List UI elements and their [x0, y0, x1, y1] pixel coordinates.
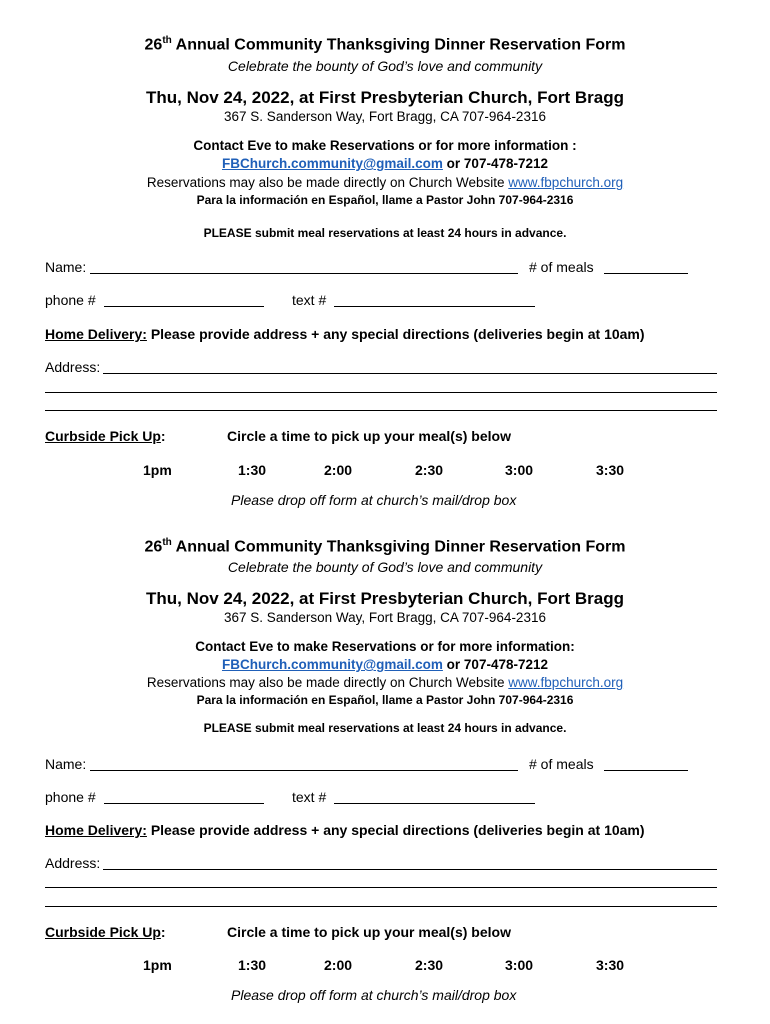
time-option-330[interactable]: 3:30	[596, 957, 625, 973]
form-subtitle: Celebrate the bounty of God’s love and community	[227, 559, 543, 575]
time-option-330[interactable]: 3:30	[596, 462, 625, 478]
text-field[interactable]	[334, 306, 535, 307]
website-link[interactable]: www.fbpchurch.org	[508, 175, 624, 190]
home-delivery-line	[45, 822, 645, 838]
time-option-200[interactable]: 2:00	[324, 462, 353, 478]
phone-field[interactable]	[104, 306, 264, 307]
name-label: Name:	[45, 756, 87, 772]
contact-line: Contact Eve to make Reservations or for more information:	[195, 639, 575, 654]
text-label: text #	[292, 789, 327, 805]
time-option-130[interactable]: 1:30	[238, 957, 267, 973]
email-link[interactable]: FBChurch.community@gmail.com	[221, 657, 443, 672]
phone-label: phone #	[45, 292, 96, 308]
name-field[interactable]	[90, 273, 518, 274]
form-title: 26th Annual Community Thanksgiving Dinner Reservation Form	[144, 537, 626, 556]
home-delivery-label: Home Delivery:	[45, 822, 147, 838]
spanish-line: Para la información en Español, llame a Pastor John 707-964-2316	[196, 693, 574, 707]
website-text: Reservations may also be made directly on Church Website	[146, 675, 509, 690]
time-option-300[interactable]: 3:00	[505, 957, 534, 973]
curbside-line	[45, 428, 166, 444]
curbside-colon: :	[160, 428, 166, 444]
curbside-line	[45, 924, 166, 940]
address-field-1[interactable]	[103, 869, 717, 870]
contact-email-phone	[0, 657, 770, 672]
circle-instruction: Circle a time to pick up your meal(s) below	[227, 428, 511, 444]
name-field[interactable]	[90, 770, 518, 771]
please-notice: PLEASE submit meal reservations at least 24 hours in advance.	[203, 226, 567, 240]
address-label: Address:	[45, 855, 101, 871]
phone-label: phone #	[45, 789, 96, 805]
address-field-1[interactable]	[103, 373, 717, 374]
time-option-230[interactable]: 2:30	[415, 462, 444, 478]
time-option-300[interactable]: 3:00	[505, 462, 534, 478]
church-address: 367 S. Sanderson Way, Fort Bragg, CA 707-964-2316	[224, 109, 546, 124]
address-field-2[interactable]	[45, 392, 717, 393]
website-text: Reservations may also be made directly on Church Website	[146, 175, 509, 190]
text-label: text #	[292, 292, 327, 308]
phone-field[interactable]	[104, 803, 264, 804]
home-delivery-text: Please provide address + any special directions (deliveries begin at 10am)	[146, 822, 645, 838]
curbside-label: Curbside Pick Up	[45, 428, 161, 444]
meals-label: # of meals	[529, 259, 594, 275]
meals-field[interactable]	[604, 273, 688, 274]
reservation-form-2	[0, 497, 770, 1009]
time-option-130[interactable]: 1:30	[238, 462, 267, 478]
please-notice: PLEASE submit meal reservations at least 24 hours in advance.	[203, 721, 567, 735]
event-line: Thu, Nov 24, 2022, at First Presbyterian Church, Fort Bragg	[145, 589, 624, 608]
time-option-230[interactable]: 2:30	[415, 957, 444, 973]
text-field[interactable]	[334, 803, 535, 804]
curbside-colon: :	[160, 924, 166, 940]
contact-line: Contact Eve to make Reservations or for more information :	[193, 138, 577, 153]
contact-phone: or 707-478-7212	[442, 156, 548, 171]
meals-label: # of meals	[529, 756, 594, 772]
circle-instruction: Circle a time to pick up your meal(s) below	[227, 924, 511, 940]
home-delivery-label: Home Delivery:	[45, 326, 147, 342]
website-link[interactable]: www.fbpchurch.org	[508, 675, 624, 690]
form-title: 26th Annual Community Thanksgiving Dinner Reservation Form	[144, 35, 626, 54]
dropoff-note: Please drop off form at church’s mail/drop box	[231, 987, 517, 1003]
form-subtitle: Celebrate the bounty of God’s love and community	[227, 58, 543, 74]
address-label: Address:	[45, 359, 101, 375]
time-option-1pm[interactable]: 1pm	[143, 957, 172, 973]
address-field-2[interactable]	[45, 887, 717, 888]
website-line	[0, 675, 770, 690]
spanish-line: Para la información en Español, llame a Pastor John 707-964-2316	[196, 193, 574, 207]
church-address: 367 S. Sanderson Way, Fort Bragg, CA 707-964-2316	[224, 610, 546, 625]
event-line: Thu, Nov 24, 2022, at First Presbyterian Church, Fort Bragg	[145, 88, 624, 107]
dropoff-note: Please drop off form at church’s mail/drop box	[231, 492, 517, 508]
home-delivery-line	[45, 326, 645, 342]
email-link[interactable]: FBChurch.community@gmail.com	[221, 156, 443, 171]
time-option-200[interactable]: 2:00	[324, 957, 353, 973]
contact-email-phone	[0, 156, 770, 171]
meals-field[interactable]	[604, 770, 688, 771]
website-line	[0, 175, 770, 190]
home-delivery-text: Please provide address + any special directions (deliveries begin at 10am)	[146, 326, 645, 342]
contact-phone: or 707-478-7212	[442, 657, 548, 672]
name-label: Name:	[45, 259, 87, 275]
curbside-label: Curbside Pick Up	[45, 924, 161, 940]
address-field-3[interactable]	[45, 410, 717, 411]
address-field-3[interactable]	[45, 906, 717, 907]
time-option-1pm[interactable]: 1pm	[143, 462, 172, 478]
